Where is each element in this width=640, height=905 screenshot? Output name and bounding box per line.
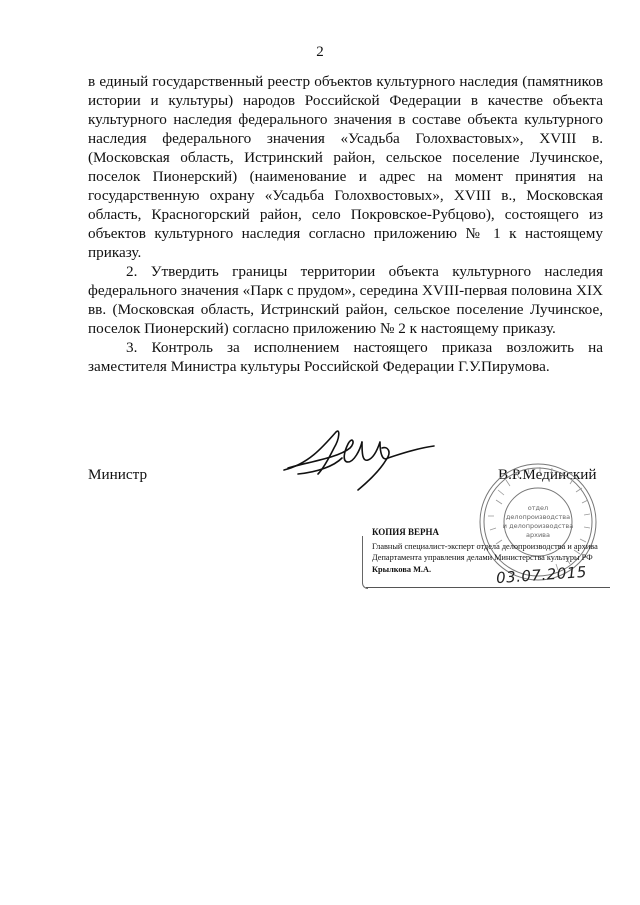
seal-text-4: архива xyxy=(526,531,550,539)
seal-text-1: отдел xyxy=(527,504,549,512)
minister-name: В.Р.Мединский xyxy=(498,466,597,483)
seal-text-3: и делопроизводства xyxy=(502,522,574,530)
certified-copy-line-2: Департамента управления делами Министерства культуры РФ xyxy=(372,553,593,562)
copy-underline xyxy=(366,587,610,588)
minister-title: Министр xyxy=(88,466,148,483)
page-number: 2 xyxy=(316,44,324,60)
signature-icon xyxy=(278,418,438,498)
certified-copy-title: КОПИЯ ВЕРНА xyxy=(372,527,440,537)
paragraph-2: 2. Утвердить границы территории объекта культурного наследия федерального значения «Парк с прудом», середина XVIII-первая половина XIX вв. (Московская область, Истринский район, сельское поселение Лучинское, поселок Пионерский) согласно приложению № 2 к настоящему приказу. xyxy=(88,263,603,337)
copy-bracket xyxy=(362,536,368,589)
certified-copy-name: Крылкова М.А. xyxy=(372,564,432,574)
order-body xyxy=(88,72,603,376)
certified-copy-date: 03.07.2015 xyxy=(495,562,588,588)
seal-text-2: делопроизводства xyxy=(505,513,571,521)
paragraph-3: 3. Контроль за исполнением настоящего приказа возложить на заместителя Министра культуры Российской Федерации Г.У.Пирумова. xyxy=(88,339,603,375)
certified-copy-line-1: Главный специалист-эксперт отдела делопроизводства и архива xyxy=(372,541,598,551)
paragraph-1: в единый государственный реестр объектов культурного наследия (памятников истории и культуры) народов Российской Федерации в качестве объекта культурного наследия федерального значения в составе объекта культурного наследия федерального значения «Усадьба Голохвастовых», XVIII в. (Московская область, Истринский район, сельское поселение Лучинское, поселок Пионерский) (наименование и адрес на момент принятия на государственную охрану «Усадьба Голохвостовых», XVIII в., Московская область, Красногорский район, село Покровское-Рубцово), состоящего из объектов культурного наследия согласно приложению № 1 к настоящему приказу. xyxy=(88,73,603,261)
